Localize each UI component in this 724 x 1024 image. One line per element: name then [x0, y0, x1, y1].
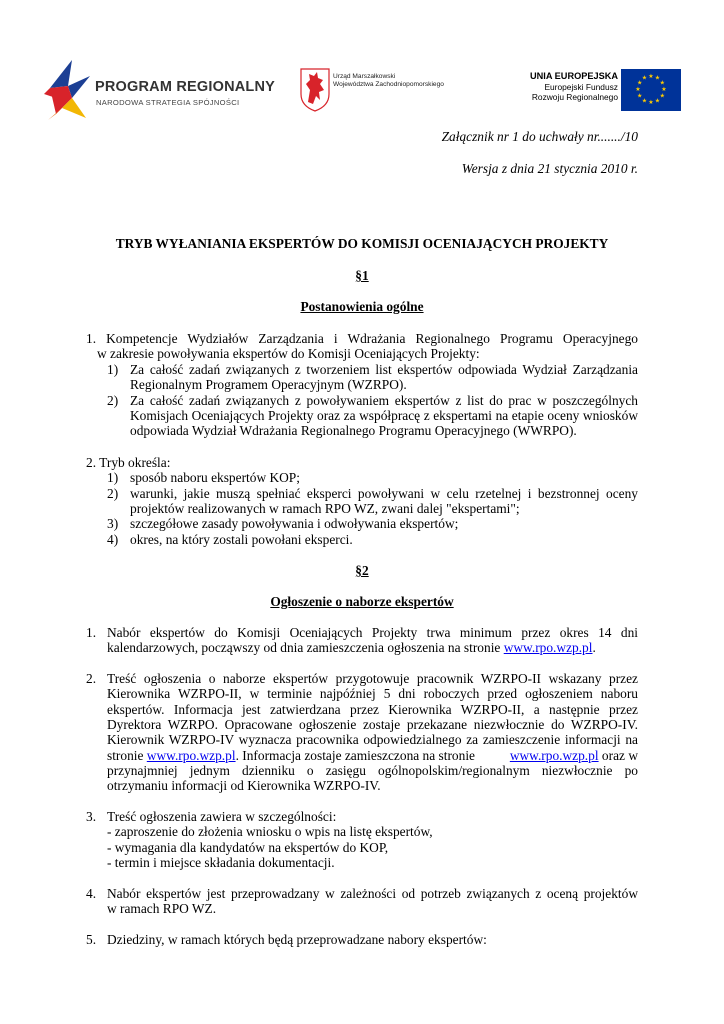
section-1-heading: Postanowienia ogólne: [300, 299, 424, 314]
s2-a2-line6-post: oraz w: [598, 748, 638, 763]
office-line-1: Urząd Marszałkowski: [333, 73, 396, 80]
s2-a1-line2-text: kalendarzowych, począwszy od dnia zamieszczenia ogłoszenia na stronie: [107, 640, 504, 655]
eu-line-2: Europejski Fundusz: [544, 81, 618, 92]
svg-text:★: ★: [637, 79, 643, 87]
s1-t2-line1: warunki, jakie muszą spełniać eksperci powoływani w celu rzetelnej i bezstronnej oceny: [130, 486, 638, 501]
s2-a2-line6-pre: stronie: [107, 748, 147, 763]
eu-flag-icon: [621, 69, 681, 111]
eu-line-1: UNIA EUROPEJSKA: [530, 71, 618, 81]
svg-text:★: ★: [654, 74, 661, 82]
svg-text:★: ★: [659, 92, 665, 100]
s1-t3: szczegółowe zasady powoływania i odwoływania ekspertów;: [130, 516, 459, 531]
s2-a2-line1: Treść ogłoszenia o naborze ekspertów przygotowuje pracownik WZRPO-II wskazany przez: [107, 671, 638, 686]
eu-line-3: Rozwoju Regionalnego: [531, 92, 618, 102]
office-line-2: Województwa Zachodniopomorskiego: [333, 81, 444, 88]
s2-a5-line1: Dziedziny, w ramach których będą przeprowadzane nabory ekspertów:: [107, 932, 487, 947]
rpo-link-3[interactable]: www.rpo.wzp.pl: [509, 748, 599, 763]
svg-text:★: ★: [641, 97, 648, 105]
svg-text:★: ★: [635, 86, 641, 93]
s2-n4: 4.: [86, 886, 97, 901]
s1-i1-line2: Regionalnym Programem Operacyjnym (WZRPO).: [130, 377, 407, 392]
s2-n1: 1.: [86, 625, 97, 640]
s2-a1-line1: Nabór ekspertów do Komisji Oceniających Projekty trwa minimum przez okres 14 dni: [107, 625, 638, 640]
svg-text:★: ★: [661, 86, 667, 93]
s2-a2-line8: otrzymaniu informacji od Kierownika WZRPO-IV.: [107, 778, 381, 793]
s2-n3: 3.: [86, 809, 97, 824]
s1-t1: sposób naboru ekspertów KOP;: [130, 470, 300, 485]
s1-t4-num: 4): [107, 532, 119, 547]
s2-a3-line3: - wymagania dla kandydatów na ekspertów do KOP,: [107, 840, 389, 855]
s1-i1-line1: Za całość zadań związanych z tworzeniem list ekspertów odpowiada Wydział Zarządzania: [130, 362, 638, 377]
svg-text:★: ★: [654, 97, 661, 105]
s2-a1-line2-end: .: [592, 640, 596, 655]
s1-t1-num: 1): [107, 470, 119, 485]
version-note: Wersja z dnia 21 stycznia 2010 r.: [461, 161, 638, 176]
program-subtitle: NARODOWA STRATEGIA SPÓJNOŚCI: [96, 98, 240, 107]
s2-n5: 5.: [86, 932, 97, 947]
s2-a4-line1: Nabór ekspertów jest przeprowadzany w zależności od potrzeb związanych z oceną projektów: [107, 886, 638, 901]
s1-t2-num: 2): [107, 486, 119, 501]
rpo-link-2[interactable]: www.rpo.wzp.pl: [146, 748, 236, 763]
nss-star-icon: [42, 58, 92, 122]
svg-text:★: ★: [648, 99, 654, 106]
s2-a4-line2: w ramach RPO WZ.: [107, 901, 217, 916]
document-title: TRYB WYŁANIANIA EKSPERTÓW DO KOMISJI OCENIAJĄCYCH PROJEKTY: [115, 236, 609, 251]
svg-text:★: ★: [641, 74, 648, 82]
svg-text:★: ★: [637, 92, 643, 100]
s2-a2-line5: Kierownik WZRPO-IV wyznacza pracownika odpowiedzialnego za zamieszczenie informacji na: [107, 732, 638, 747]
svg-text:★: ★: [648, 73, 654, 80]
s2-a2-line2: Kierownika WZRPO-II, w terminie najpóźniej 5 dni roboczych przed ogłoszeniem naboru: [107, 686, 638, 701]
s1-i1-num: 1): [107, 362, 119, 377]
s1-p2: 2. Tryb określa:: [86, 455, 171, 470]
griffin-icon: [300, 68, 330, 112]
s2-a2-line4: Dyrektora WZRPO. Opracowane ogłoszenie zostaje przekazane niezwłocznie do WZRPO-IV.: [107, 717, 638, 732]
program-title: PROGRAM REGIONALNY: [95, 79, 276, 95]
s1-t4: okres, na który zostali powołani eksperci.: [130, 532, 353, 547]
s2-n2: 2.: [86, 671, 97, 686]
program-regionalny-logo: [42, 58, 92, 122]
eu-flag: [621, 69, 681, 111]
s1-i2-line2: Komisjach Oceniających Projekty oraz za współpracę z ekspertami na etapie oceny wniosków: [130, 408, 638, 423]
s2-a3-line2: - zaproszenie do złożenia wniosku o wpis na listę ekspertów,: [107, 824, 433, 839]
svg-text:★: ★: [659, 79, 665, 87]
s1-t3-num: 3): [107, 516, 119, 531]
section-2-heading: Ogłoszenie o naborze ekspertów: [270, 594, 454, 609]
s1-i2-num: 2): [107, 393, 119, 408]
s1-t2-line2: projektów realizowanych w ramach RPO WZ, zwani dalej "ekspertami";: [130, 501, 520, 516]
griffin-coat-of-arms: [300, 68, 330, 112]
s1-p1-line2: w zakresie powoływania ekspertów do Komisji Oceniających Projekty:: [97, 346, 480, 361]
s2-a3-line1: Treść ogłoszenia zawiera w szczególności:: [107, 809, 337, 824]
section-1-mark: §1: [355, 268, 369, 283]
s2-a3-line4: - termin i miejsce składania dokumentacji.: [107, 855, 335, 870]
s1-p1-line1: 1. Kompetencje Wydziałów Zarządzania i Wdrażania Regionalnego Programu Operacyjnego: [86, 331, 638, 346]
s2-a2-line6-mid: . Informacja zostaje zamieszczona na stronie: [235, 748, 475, 763]
s1-i2-line3: odpowiada Wydział Wdrażania Regionalnego Programu Operacyjnego (WWRPO).: [130, 423, 577, 438]
s2-a2-line3: ekspertów. Informacja jest zatwierdzana przez Kierownika WZRPO-II, a następnie przez: [107, 702, 638, 717]
s2-a2-line7: przynajmniej jednym dzienniku o zasięgu ogólnopolskim/regionalnym niezwłocznie po: [107, 763, 638, 778]
section-2-mark: §2: [355, 563, 369, 578]
s1-i2-line1: Za całość zadań związanych z powoływaniem ekspertów z list do prac w poszczególnych: [130, 393, 638, 408]
attachment-note: Załącznik nr 1 do uchwały nr......./10: [441, 129, 638, 144]
rpo-link[interactable]: www.rpo.wzp.pl: [503, 640, 593, 655]
